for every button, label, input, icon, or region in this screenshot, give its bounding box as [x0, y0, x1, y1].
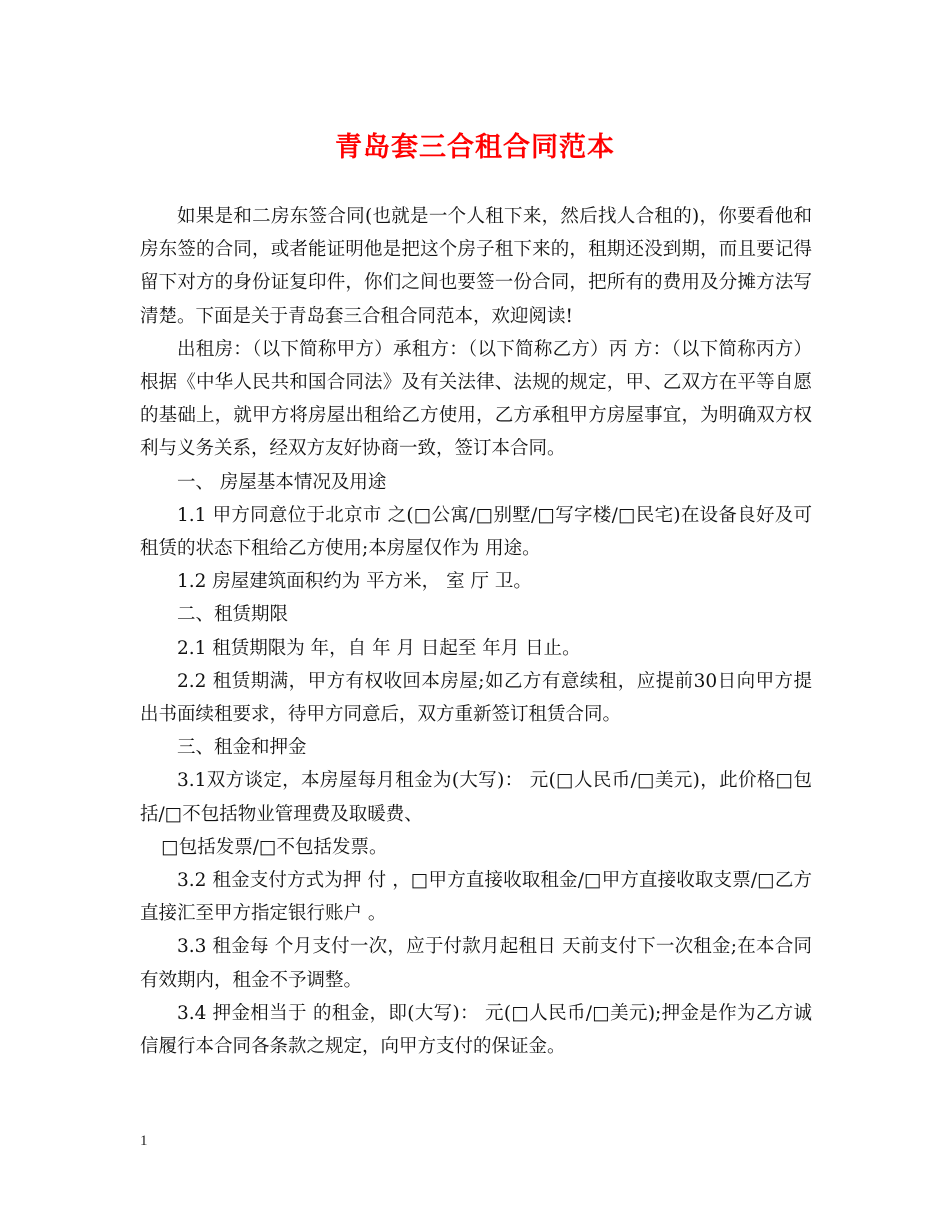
section-heading-3: 三、租金和押金 — [177, 737, 307, 759]
document-body — [140, 200, 812, 1063]
page-number: 1 — [140, 1133, 148, 1149]
clause-3-1-continued: □包括发票/□不包括发票。 — [161, 836, 388, 858]
section-heading-2: 二、租赁期限 — [177, 604, 289, 626]
clause-1-1: 1.1 甲方同意位于北京市 之(□公寓/□别墅/□写字楼/□民宅)在设备良好及可租赁的状态下租给乙方使用;本房屋仅作为 用途。 — [140, 504, 812, 560]
clause-1-2: 1.2 房屋建筑面积约为 平方米， 室 厅 卫。 — [177, 571, 532, 593]
clause-3-4: 3.4 押金相当于 的租金，即(大写)： 元(□人民币/□美元);押金是作为乙方诚信履行本合同各条款之规定，向甲方支付的保证金。 — [140, 1002, 812, 1058]
document-title: 青岛套三合租合同范本 — [335, 132, 615, 163]
clause-3-3: 3.3 租金每 个月支付一次，应于付款月起租日 天前支付下一次租金;在本合同有效期内，租金不予调整。 — [140, 936, 812, 991]
intro-paragraph: 如果是和二房东签合同(也就是一个人租下来，然后找人合租的)，你要看他和房东签的合同，或者能证明他是把这个房子租下来的，租期还没到期，而且要记得留下对方的身份证复印件，你们之间也要签一份合同，把所有的费用及分摊方法写清楚。下面是关于青岛套三合租合同范本，欢迎阅读! — [140, 206, 812, 327]
clause-3-1: 3.1双方谈定，本房屋每月租金为(大写)： 元(□人民币/□美元)，此价格□包括/□不包括物业管理费及取暖费、 — [140, 770, 812, 825]
clause-2-2: 2.2 租赁期满，甲方有权收回本房屋;如乙方有意续租，应提前30日向甲方提出书面续租要求，待甲方同意后，双方重新签订租赁合同。 — [140, 670, 812, 726]
clause-2-1: 2.1 租赁期限为 年，自 年 月 日起至 年月 日止。 — [177, 637, 581, 659]
clause-3-2: 3.2 租金支付方式为押 付 ，□甲方直接收取租金/□甲方直接收取支票/□乙方直接汇至甲方指定银行账户 。 — [140, 870, 812, 925]
section-heading-1: 一、 房屋基本情况及用途 — [177, 471, 387, 493]
parties-paragraph: 出租房：（以下简称甲方）承租方：（以下简称乙方）丙 方：（以下简称丙方）根据《中华人民共和国合同法》及有关法律、法规的规定，甲、乙双方在平等自愿的基础上，就甲方将房屋出租给乙方使用，乙方承租甲方房屋事宜，为明确双方权利与义务关系，经双方友好协商一致，签订本合同。 — [140, 338, 812, 460]
